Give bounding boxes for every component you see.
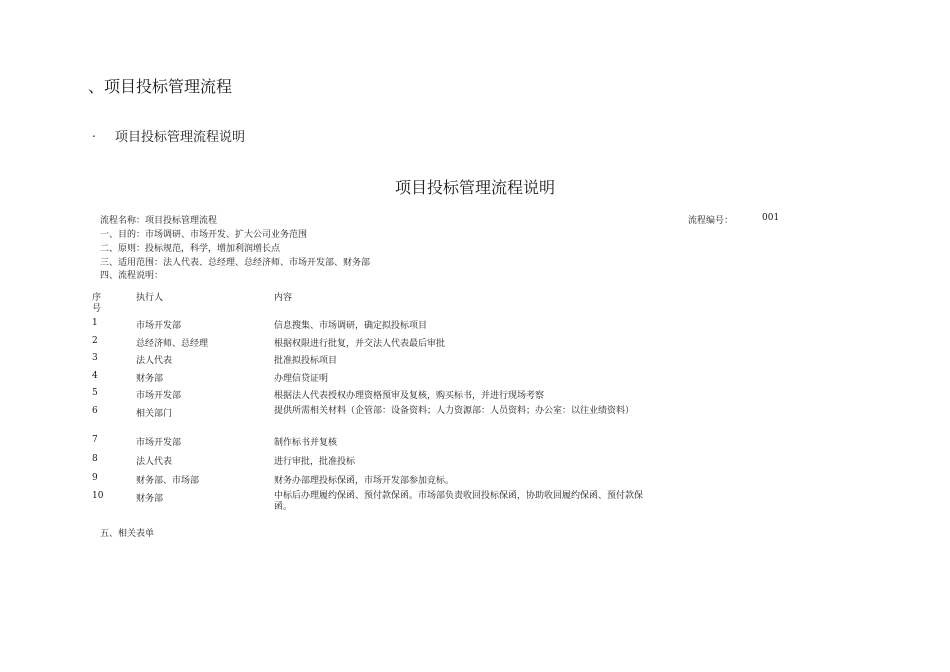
table-row-content: 中标后办理履约保函、预付款保函。市场部负责收回投标保函，协助收回履约保函、预付款保函。 xyxy=(274,491,644,512)
process-number-value: 001 xyxy=(762,213,780,223)
table-header-seq-2: 号 xyxy=(92,304,102,314)
table-row-seq: 2 xyxy=(92,336,98,346)
principle-line: 二、原则：投标规范，科学，增加利润增长点 xyxy=(100,244,281,254)
subsection-bullet: . xyxy=(92,126,96,140)
table-row-executor: 法人代表 xyxy=(136,457,173,467)
table-row-content: 进行审批，批准投标 xyxy=(274,457,356,467)
table-row-seq: 4 xyxy=(92,371,98,381)
table-row-content: 提供所需相关材料（企管部：设备资料；人力资源部：人员资料；办公室：以往业绩资料） xyxy=(274,406,635,416)
process-name: 流程名称：项目投标管理流程 xyxy=(100,216,218,226)
table-row-executor: 法人代表 xyxy=(136,356,173,366)
table-row-executor: 市场开发部 xyxy=(136,391,182,401)
table-row-executor: 市场开发部 xyxy=(136,438,182,448)
table-header-executor: 执行人 xyxy=(136,293,164,303)
table-row-seq: 3 xyxy=(92,353,98,363)
table-header-seq: 序 xyxy=(92,293,102,303)
table-row-executor: 财务部 xyxy=(136,494,164,504)
table-row-seq: 10 xyxy=(92,491,104,501)
table-row-content: 办理信贷证明 xyxy=(274,374,329,384)
table-row-seq: 9 xyxy=(92,473,98,483)
table-row-content: 制作标书并复核 xyxy=(274,438,338,448)
table-header-content: 内容 xyxy=(274,293,293,303)
process-number-label: 流程编号： xyxy=(688,216,734,226)
table-row-seq: 8 xyxy=(92,454,98,464)
table-row-executor: 总经济师、总经理 xyxy=(136,339,209,349)
table-row-content: 根据权限进行批复，并交法人代表最后审批 xyxy=(274,339,446,349)
table-row-content: 信息搜集、市场调研，确定拟投标项目 xyxy=(274,321,428,331)
section-title: 、项目投标管理流程 xyxy=(88,77,233,96)
table-row-content: 根据法人代表授权办理资格预审及复核，购买标书，并进行现场考察 xyxy=(274,391,545,401)
document-title: 项目投标管理流程说明 xyxy=(394,178,555,197)
table-row-seq: 7 xyxy=(92,435,98,445)
related-forms-heading: 五、相关表单 xyxy=(100,529,155,539)
scope-line: 三、适用范围：法人代表、总经理、总经济师、市场开发部、财务部 xyxy=(100,258,371,268)
table-row-seq: 1 xyxy=(92,318,98,328)
table-row-executor: 相关部门 xyxy=(136,409,173,419)
table-row-executor: 财务部、市场部 xyxy=(136,476,200,486)
flow-description-heading: 四、流程说明： xyxy=(100,271,164,281)
table-row-seq: 5 xyxy=(92,388,98,398)
table-row-content: 批准拟投标项目 xyxy=(274,356,338,366)
table-row-content: 财务办部理投标保函，市场开发部参加竞标。 xyxy=(274,476,455,486)
table-row-executor: 财务部 xyxy=(136,374,164,384)
table-row-seq: 6 xyxy=(92,406,98,416)
table-row-executor: 市场开发部 xyxy=(136,321,182,331)
purpose-line: 一、目的：市场调研、市场开发、扩大公司业务范围 xyxy=(100,230,308,240)
subsection-title: 项目投标管理流程说明 xyxy=(115,130,246,145)
